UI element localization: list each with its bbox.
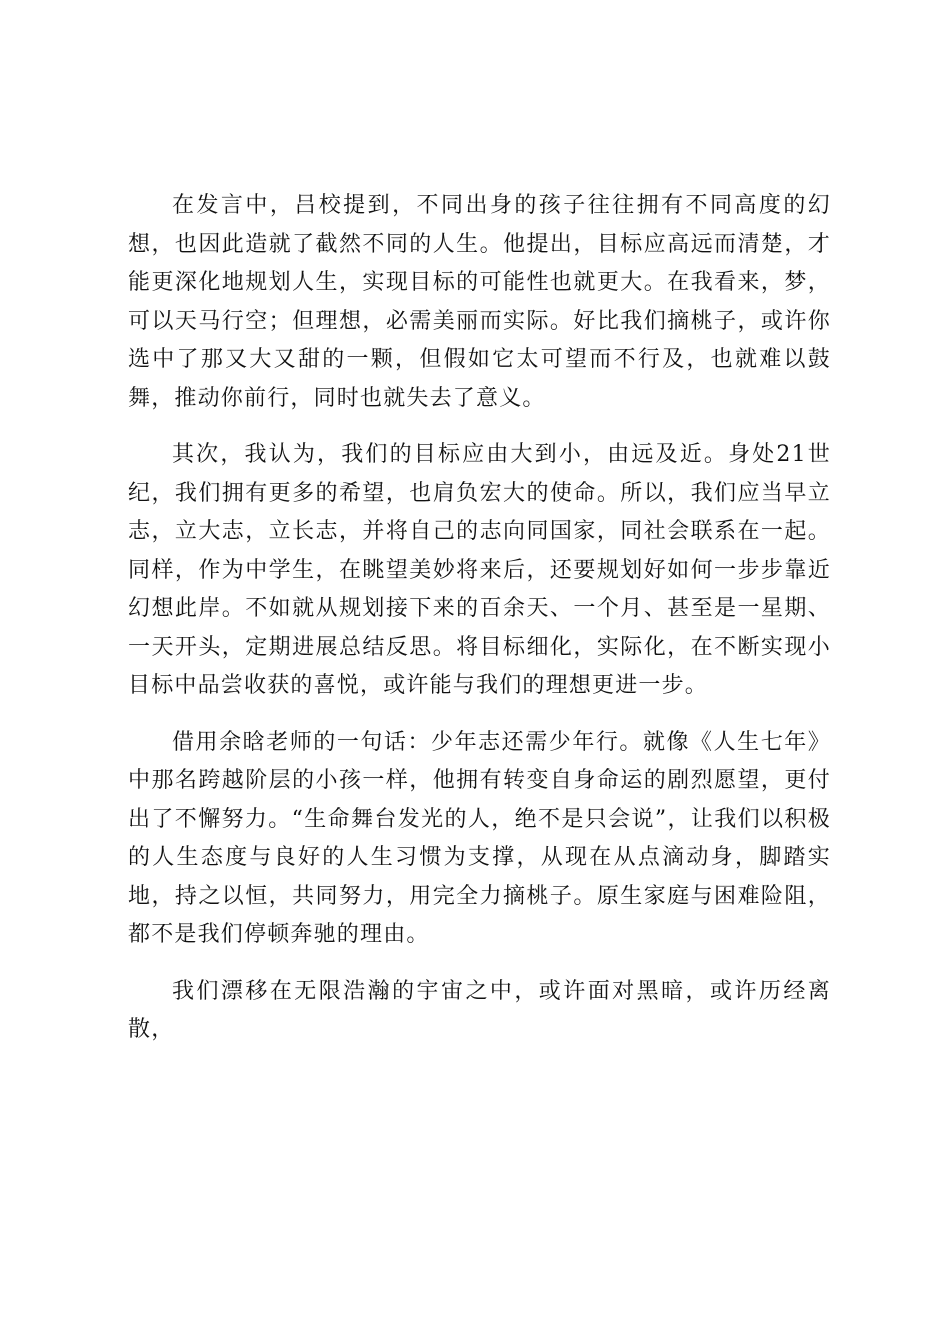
paragraph-4: 我们漂移在无限浩瀚的宇宙之中，或许面对黑暗，或许历经离散， [128,978,831,1042]
document-body [128,187,831,1068]
paragraph-2: 其次，我认为，我们的目标应由大到小，由远及近。身处21世纪，我们拥有更多的希望，也肩负宏大的使命。所以，我们应当早立志，立大志，立长志，并将自己的志向同国家，同社会联系在一起。同样，作为中学生，在眺望美妙将来后，还要规划好如何一步步靠近幻想此岸。不如就从规划接下来的百余天、一个月、甚至是一星期、一天开头，定期进展总结反思。将目标细化，实际化，在不断实现小目标中品尝收获的喜悦，或许能与我们的理想更进一步。 [128,442,831,698]
paragraph-1: 在发言中，吕校提到，不同出身的孩子往往拥有不同高度的幻想，也因此造就了截然不同的人生。他提出，目标应高远而清楚，才能更深化地规划人生，实现目标的可能性也就更大。在我看来，梦，可以天马行空；但理想，必需美丽而实际。好比我们摘桃子，或许你选中了那又大又甜的一颗，但假如它太可望而不行及，也就难以鼓舞，推动你前行，同时也就失去了意义。 [128,193,831,411]
paragraph-3: 借用余晗老师的一句话：少年志还需少年行。就像《人生七年》中那名跨越阶层的小孩一样，他拥有转变自身命运的剧烈愿望，更付出了不懈努力。“生命舞台发光的人，绝不是只会说”，让我们以积极的人生态度与良好的人生习惯为支撑，从现在从点滴动身，脚踏实地，持之以恒，共同努力，用完全力摘桃子。原生家庭与困难险阻，都不是我们停顿奔驰的理由。 [128,729,831,947]
